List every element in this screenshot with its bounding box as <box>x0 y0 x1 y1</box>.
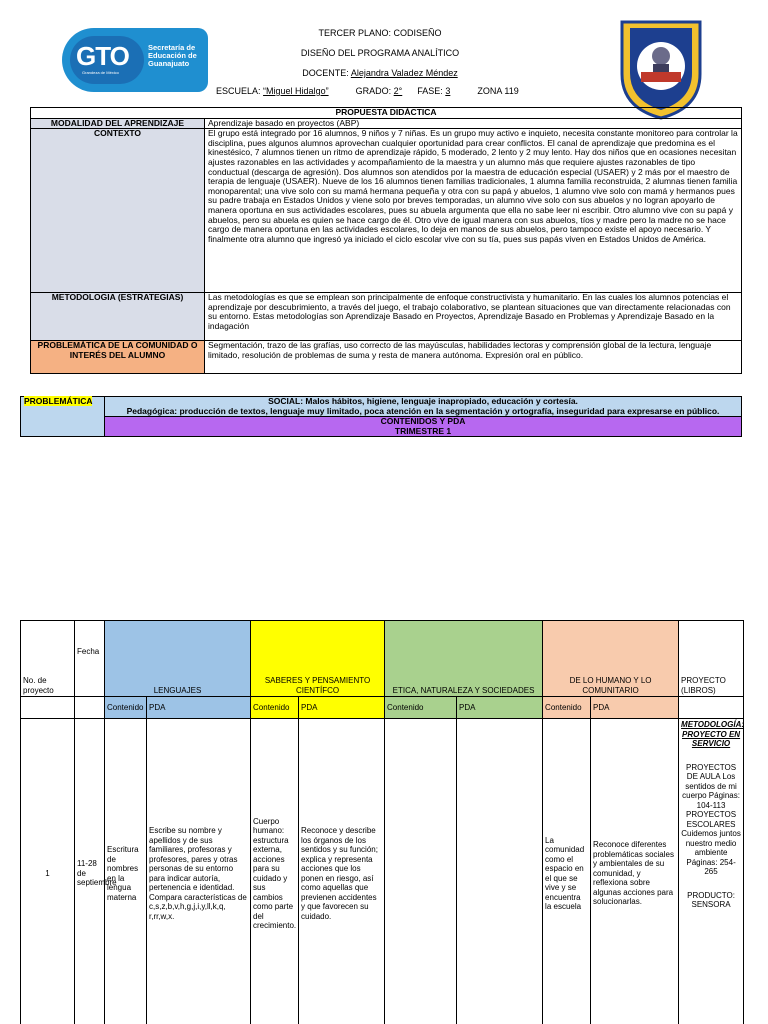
header-saberes: SABERES Y PENSAMIENTO CIENTÍFCO <box>251 621 385 697</box>
trimestre-heading: TRIMESTRE 1 <box>394 425 452 436</box>
header-etica: ETICA, NATURALEZA Y SOCIEDADES <box>385 621 543 697</box>
header-humano: DE LO HUMANO Y LO COMUNITARIO <box>543 621 679 697</box>
header-lenguajes: LENGUAJES <box>105 621 251 697</box>
subheader-sab-pda: PDA <box>299 697 385 719</box>
grado-label: GRADO: <box>355 86 392 96</box>
row1-etica-pda <box>457 719 543 1024</box>
problematica-value: Segmentación, trazo de las grafías, uso correcto de las mayúsculas, habilidades lectoras y comprensión global de la lectura, lenguaje limitado, resolución de problemas de suma y resta de manera autónoma. Expresión oral en público. <box>205 341 742 374</box>
row1-sab-contenido: Cuerpo humano: estructura externa, acciones para su cuidado y sus cambios como parte del crecimiento. <box>251 719 299 1024</box>
row1-fecha: 11-28 de septiembre <box>75 719 105 1024</box>
problematica-pedagogica: Pedagógica: producción de textos, lenguaje muy limitado, poca atención en la segmentación y ortografía, inseguridad para expresarse en público. <box>126 405 720 416</box>
subheader-blank-1 <box>21 697 75 719</box>
subheader-sab-contenido: Contenido <box>251 697 299 719</box>
subheader-hum-pda: PDA <box>591 697 679 719</box>
fase-label: FASE: <box>417 86 443 96</box>
contenidos-pda-heading: CONTENIDOS Y PDA <box>380 416 466 426</box>
fase-value: 3 <box>445 86 451 96</box>
docente-value: Alejandra Valadez Méndez <box>350 68 458 78</box>
propuesta-title: PROPUESTA DIDÁCTICA <box>31 108 742 119</box>
row1-proyecto-text: PROYECTOS DE AULA Los sentidos de mi cuerpo Páginas: 104-113 PROYECTOS ESCOLARES Cuidemos juntos nuestro medio ambiente Páginas: 254-265 <box>681 762 741 876</box>
problematica-social-pedagogica <box>105 397 742 417</box>
document-header <box>200 26 560 86</box>
gto-logo-subtitle: Grandeza de México <box>82 70 119 75</box>
row1-leng-pda: Escribe su nombre y apellidos y de sus familiares, profesoras y profesores, pares y otras personas de su entorno para indicar autoría, pertenencia e identidad. Compara características de c,s,z,b,v,h,g,j,i,y,ll,k,q, r,rr,w,x. <box>147 719 251 1024</box>
row1-leng-contenido: Escritura de nombres en la lengua materna <box>105 719 147 1024</box>
school-seal-logo <box>614 16 708 120</box>
problematica2-label: PROBLEMÁTICA <box>21 397 105 437</box>
subheader-etica-pda: PDA <box>457 697 543 719</box>
row1-no: 1 <box>21 719 75 1024</box>
zona-value: ZONA 119 <box>477 86 519 96</box>
propuesta-table <box>30 107 742 374</box>
contexto-label: CONTEXTO <box>31 129 205 293</box>
header-no-proyecto: No. de proyecto <box>21 621 75 697</box>
school-line <box>216 86 519 96</box>
planning-table <box>20 620 744 1024</box>
subheader-leng-contenido: Contenido <box>105 697 147 719</box>
gto-logo-text: GTO <box>76 41 129 71</box>
header-line-diseno: DISEÑO DEL PROGRAMA ANALÍTICO <box>300 48 460 58</box>
problematica-table <box>20 396 742 437</box>
secretaria-text: Secretaría de Educación de Guanajuato <box>148 43 197 68</box>
metodologia-value: Las metodologías es que se emplean son principalmente de enfoque constructivista y humanitario. En las cuales los alumnos potencias el aprendizaje por descubrimiento, a través del juego, el trabajo colaborativo, se plantean situaciones que van directamente relacionadas con su entorno. Estas metodologías son Aprendizaje Basado en Proyectos, Aprendizaje Basado en Problemas y Aprendizaje Basado en la indagación <box>205 293 742 341</box>
row1-producto: PRODUCTO: SENSORA <box>687 890 735 909</box>
header-line-docente <box>200 66 560 86</box>
subheader-etica-contenido: Contenido <box>385 697 457 719</box>
row1-hum-pda: Reconoce diferentes problemáticas sociales y ambientales de su comunidad, y reflexiona sobre algunas acciones para solucionarlas. <box>591 719 679 1024</box>
metodologia-label: METODOLOGIA (ESTRATEGIAS) <box>31 293 205 341</box>
row1-proyecto <box>679 719 744 1024</box>
header-proyecto: PROYECTO (LIBROS) <box>679 621 744 697</box>
subheader-blank-3 <box>679 697 744 719</box>
header-fecha: Fecha <box>75 621 105 697</box>
gto-logo <box>62 28 208 92</box>
escuela-label: ESCUELA: <box>216 86 261 96</box>
contexto-value: El grupo está integrado por 16 alumnos, 9 niños y 7 niñas. Es un grupo muy activo e inquieto, necesita constante monitoreo para controlar la disciplina, pues algunos alumnos aprovechan cualquier oportunidad para crear conflictos. El canal de aprendizaje que predomina es el kinestésico, 7 alumnos tienen un ritmo de aprendizaje rápido, 5 moderado, 2 lento y 2 muy lento. Hay dos niños que en ocasiones necesitan ajustes razonables en las actividades y acompañamiento de la maestra y un alumno más que requiere ajustes razonables de tipo conductual (descarga de agresión). Dos alumnos son atendidos por la maestra de educación especial (USAER) y 2 más por el maestro de terapia de lenguaje (USAER). Nueve de los 16 alumnos tienen familias tradicionales, 1 alumna familia reconstruida, 2 alumnas tienen familia monoparental; una vive solo con su mamá hermana pequeña y otra con su papá y abuelos, 1 alumno vive solo con mamá y hermanos pues su padre trabaja en Estados Unidos y viene solo por breves temporadas, un alumno vive solo con sus abuelos y no logran apoyarlo de manera oportuna en sus actividades escolares, pues su abuela argumenta que ella no sabe leer ni escribir. Otro alumno vive con su papá y abuelos, pero su abuela es quien se hace cargo de él. Otro vive de igual manera con sus abuelos, tíos y madre pero la madre no se hace cargo de manera oportuna en las actividades escolares, lo deja en manos de sus abuelos, pero tampoco existe el apoyo necesario. Y finalmente otra alumno que ingresó ya iniciado el ciclo escolar vive con su tía, pues sus papás viven en Estados Unidos de América. <box>205 129 742 293</box>
modalidad-value: Aprendizaje basado en proyectos (ABP) <box>205 118 742 129</box>
problematica-social: SOCIAL: Malos hábitos, higiene, lenguaje inapropiado, educación y cortesía. <box>268 396 578 406</box>
row1-etica-contenido <box>385 719 457 1024</box>
header-line-plano: TERCER PLANO: CODISEÑO <box>318 28 442 38</box>
row1-sab-pda: Reconoce y describe los órganos de los sentidos y su función; explica y representa acciones que los ponen en riesgo, así como aquellas que previenen accidentes y que favorecen su cuidado. <box>299 719 385 1024</box>
row1-metodologia: METODOLOGÍA: PROYECTO EN SERVICIO <box>681 720 745 748</box>
row1-hum-contenido: La comunidad como el espacio en el que se vive y se encuentra la escuela <box>543 719 591 1024</box>
contenidos-trimestre <box>105 417 742 437</box>
modalidad-label: MODALIDAD DEL APRENDIZAJE <box>31 118 205 129</box>
subheader-hum-contenido: Contenido <box>543 697 591 719</box>
grado-value: 2° <box>393 86 403 96</box>
escuela-value: “Miguel Hidalgo” <box>263 86 329 96</box>
problematica-label: PROBLEMÁTICA DE LA COMUNIDAD O INTERÉS DEL ALUMNO <box>31 341 205 374</box>
subheader-blank-2 <box>75 697 105 719</box>
docente-label: DOCENTE: <box>302 68 349 78</box>
subheader-leng-pda: PDA <box>147 697 251 719</box>
